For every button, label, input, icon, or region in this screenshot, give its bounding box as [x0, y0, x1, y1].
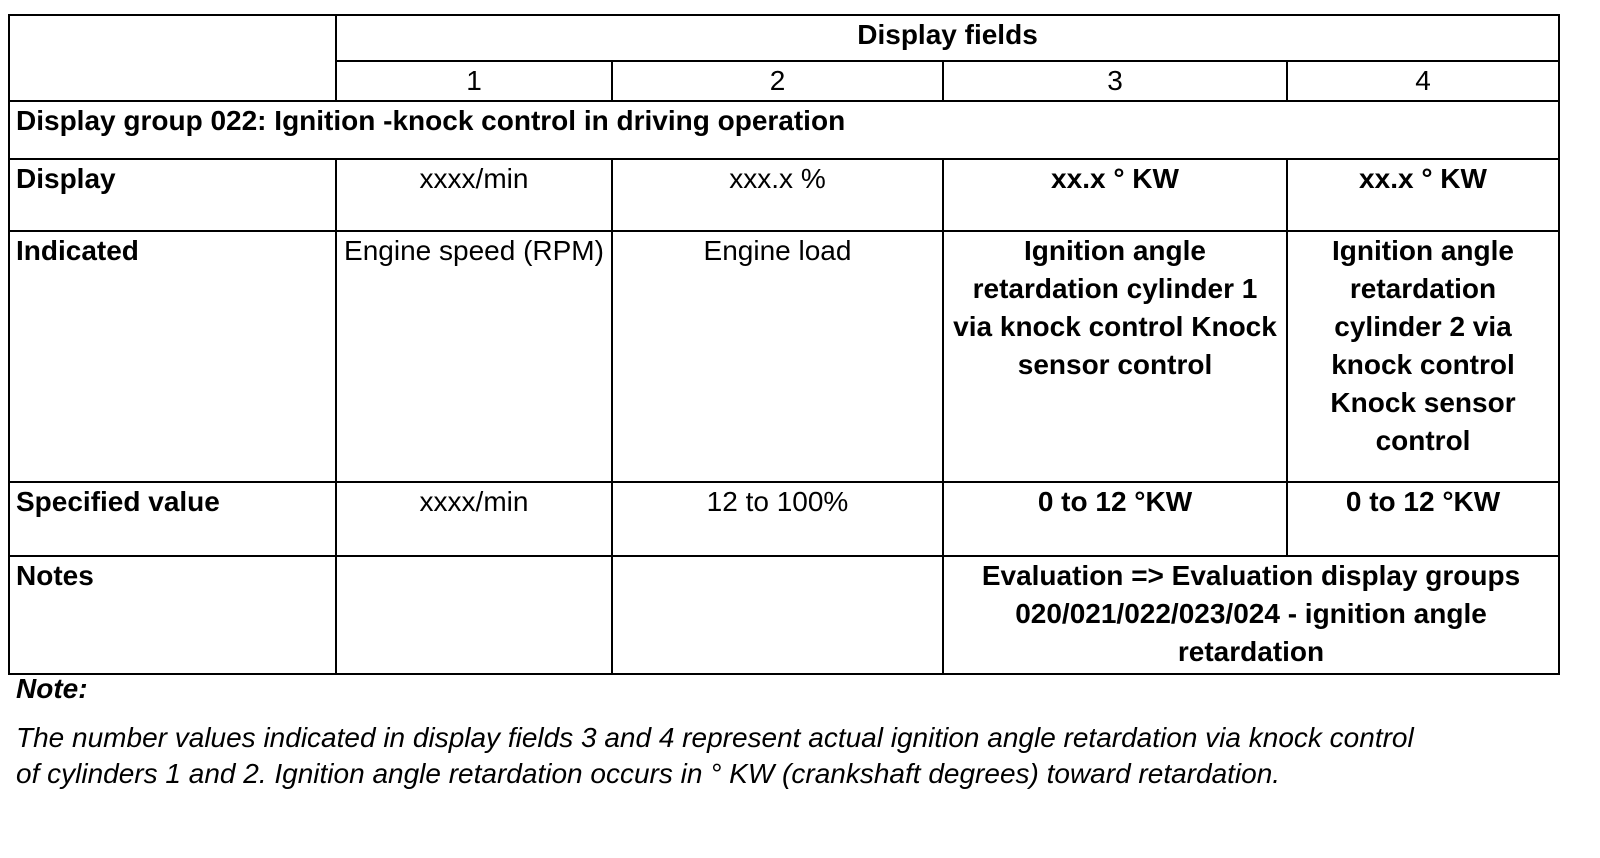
indicated-field-4: Ignition angle retardation cylinder 2 via knock control Knock sensor control	[1287, 231, 1559, 482]
specified-field-4: 0 to 12 °KW	[1287, 482, 1559, 556]
row-label-specified-value: Specified value	[9, 482, 336, 556]
row-label-notes: Notes	[9, 556, 336, 674]
specified-field-1: xxxx/min	[336, 482, 612, 556]
notes-field-1	[336, 556, 612, 674]
notes-field-2	[612, 556, 943, 674]
display-field-3-value: xx.x ° KW	[943, 159, 1287, 231]
column-number-3: 3	[943, 61, 1287, 101]
specified-field-2: 12 to 100%	[612, 482, 943, 556]
notes-row	[9, 556, 1559, 674]
display-fields-header: Display fields	[336, 15, 1559, 61]
indicated-field-3: Ignition angle retardation cylinder 1 via knock control Knock sensor control	[943, 231, 1287, 482]
display-field-4-value: xx.x ° KW	[1287, 159, 1559, 231]
column-number-1: 1	[336, 61, 612, 101]
specified-value-row	[9, 482, 1559, 556]
display-field-1-value: xxxx/min	[336, 159, 612, 231]
group-title-row	[9, 101, 1559, 159]
note-body: The number values indicated in display fields 3 and 4 represent actual ignition angle retardation via knock control of cylinders 1 and 2. Ignition angle retardation occurs in ° KW (crankshaft degrees) toward retardation.	[16, 722, 1414, 789]
display-field-2-value: xxx.x %	[612, 159, 943, 231]
column-number-4: 4	[1287, 61, 1559, 101]
specified-field-3: 0 to 12 °KW	[943, 482, 1287, 556]
indicated-field-1: Engine speed (RPM)	[336, 231, 612, 482]
column-number-2: 2	[612, 61, 943, 101]
display-row	[9, 159, 1559, 231]
row-label-display: Display	[9, 159, 336, 231]
note-title: Note:	[16, 673, 88, 704]
row-label-indicated: Indicated	[9, 231, 336, 482]
header-corner-cell	[9, 15, 336, 101]
header-row	[9, 15, 1559, 61]
display-group-title: Display group 022: Ignition -knock control in driving operation	[9, 101, 1559, 159]
notes-field-3-4: Evaluation => Evaluation display groups 020/021/022/023/024 - ignition angle retardation	[943, 556, 1559, 674]
display-group-table	[8, 14, 1560, 675]
indicated-row	[9, 231, 1559, 482]
indicated-field-2: Engine load	[612, 231, 943, 482]
